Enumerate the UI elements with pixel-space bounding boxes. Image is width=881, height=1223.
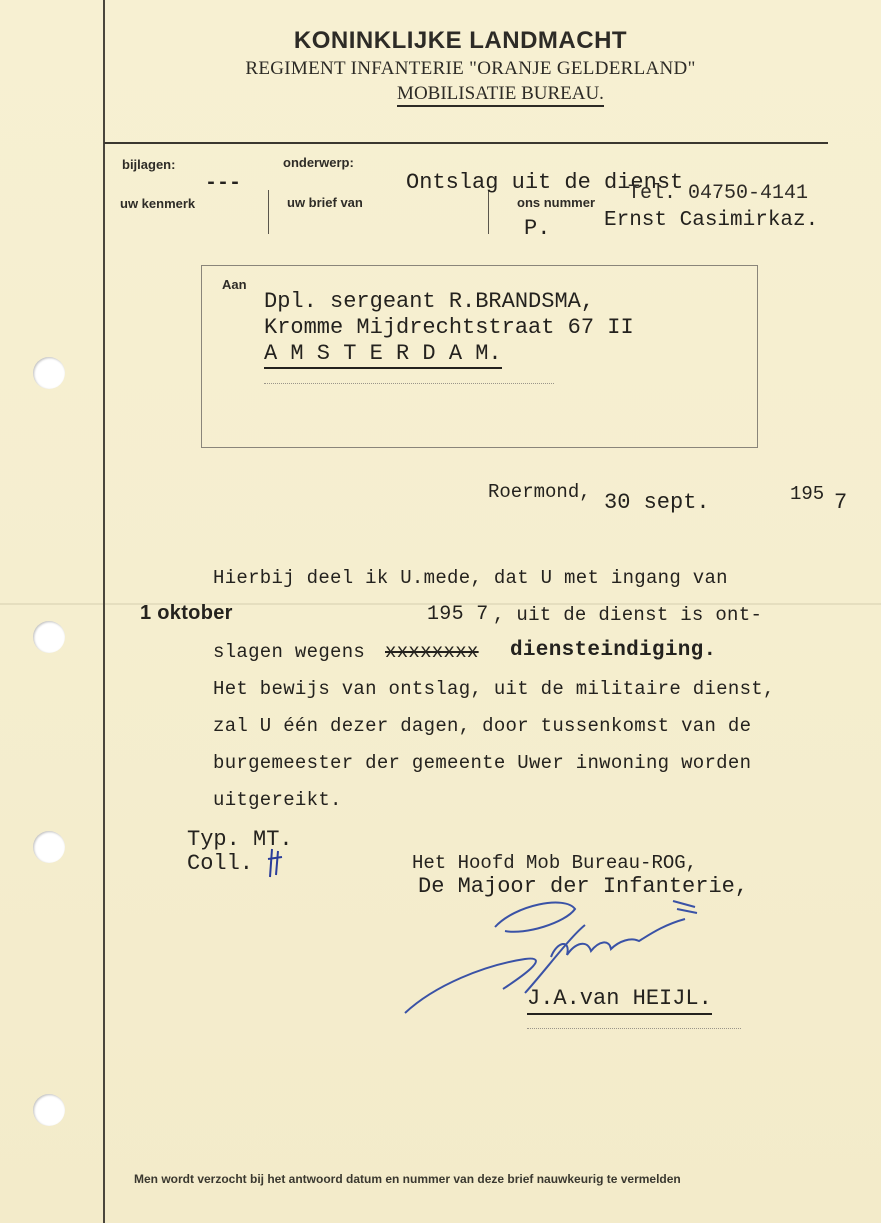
sender-address: Ernst Casimirkaz. xyxy=(604,209,819,232)
struck-text: xxxxxxxx xyxy=(385,641,479,663)
signatory-office: Het Hoofd Mob Bureau-ROG, xyxy=(412,852,698,874)
body-line-4: Het bewijs van ontslag, uit de militaire dienst, xyxy=(213,678,775,700)
letterhead-bureau xyxy=(60,83,881,105)
recipient-city: A M S T E R D A M. xyxy=(264,341,502,369)
ons-nummer-value: P. xyxy=(524,216,551,241)
onderwerp-value: Ontslag uit de dienst xyxy=(406,170,684,195)
telephone: Tel. 04750-4141 xyxy=(628,182,809,205)
uw-kenmerk-label: uw kenmerk xyxy=(120,196,196,211)
punch-hole xyxy=(33,621,65,653)
punch-hole xyxy=(33,357,65,389)
effective-date: 1 oktober xyxy=(140,602,233,624)
collation-initial-mark xyxy=(262,845,292,881)
ons-nummer-label: ons nummer xyxy=(517,195,596,210)
aan-label: Aan xyxy=(222,277,247,292)
recipient-street: Kromme Mijdrechtstraat 67 II xyxy=(264,315,634,340)
bijlagen-label: bijlagen: xyxy=(122,157,176,172)
header-rule xyxy=(104,142,828,144)
punch-hole xyxy=(33,831,65,863)
letterhead-title: KONINKLIJKE LANDMACHT xyxy=(293,27,628,54)
field-separator xyxy=(488,190,489,234)
date-day-month: 30 sept. xyxy=(604,490,710,515)
recipient-name: Dpl. sergeant R.BRANDSMA, xyxy=(264,289,595,314)
collation-reference: Coll. xyxy=(187,851,254,876)
body-line-7: uitgereikt. xyxy=(213,789,342,811)
discharge-reason: diensteindiging. xyxy=(510,639,717,662)
effective-year: 195 7 xyxy=(427,603,489,626)
punch-hole xyxy=(33,1094,65,1126)
bijlagen-value: --- xyxy=(205,172,242,195)
letterhead-regiment: REGIMENT INFANTERIE "ORANJE GELDERLAND" xyxy=(245,58,696,79)
body-line-2-rest: , uit de dienst is ont- xyxy=(493,604,763,626)
date-year-suffix: 7 xyxy=(834,490,848,515)
body-line-1: Hierbij deel ik U.mede, dat U met ingang van xyxy=(213,567,728,589)
signatory-name: J.A.van HEIJL. xyxy=(527,986,712,1015)
uw-brief-van-label: uw brief van xyxy=(287,195,363,210)
onderwerp-label: onderwerp: xyxy=(283,155,354,170)
date-place: Roermond, xyxy=(488,481,591,503)
field-separator xyxy=(268,190,269,234)
signature-dotted-line xyxy=(527,1028,741,1029)
footer-note: Men wordt verzocht bij het antwoord datum en nummer van deze brief nauwkeurig te vermelden xyxy=(134,1172,681,1186)
typist-reference: Typ. MT. xyxy=(187,827,293,852)
address-dotted-line xyxy=(264,383,554,384)
signatory-rank: De Majoor der Infanterie, xyxy=(418,874,749,899)
margin-line xyxy=(103,0,105,1223)
body-line-3-start: slagen wegens xyxy=(213,641,366,663)
body-line-6: burgemeester der gemeente Uwer inwoning worden xyxy=(213,752,752,774)
body-line-5: zal U één dezer dagen, door tussenkomst van de xyxy=(213,715,752,737)
letterhead-bureau-text: MOBILISATIE BUREAU. xyxy=(397,83,604,107)
date-year-prefix: 195 xyxy=(790,483,825,505)
